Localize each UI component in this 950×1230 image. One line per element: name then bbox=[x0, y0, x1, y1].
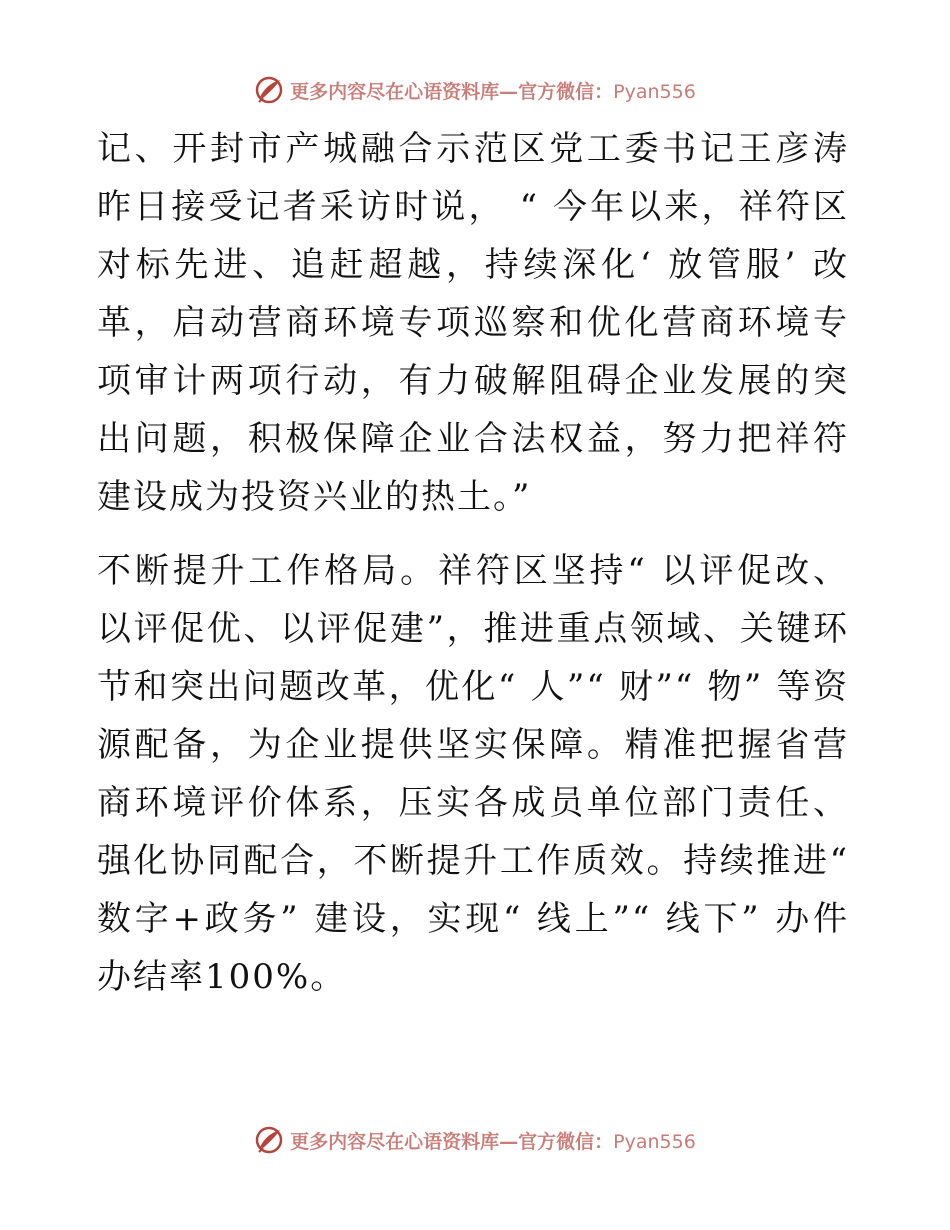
watermark-label: 更多内容尽在心语资料库—官方微信： bbox=[290, 1130, 614, 1153]
header-watermark bbox=[0, 72, 950, 108]
paragraph-2: 不断提升工作格局。祥符区坚持“ 以评促改、以评促优、以评促建”，推进重点领域、关键环节和突出问题改革，优化“ 人”“ 财”“ 物” 等资源配备，为企业提供坚实保障。精准把握省营商环境评价体系，压实各成员单位部门责任、强化协同配合，不断提升工作质效。持续推进“ 数字+政务” 建设，实现“ 线上”“ 线下” 办件办结率100%。 bbox=[97, 551, 849, 997]
watermark-wechat-id: Pyan556 bbox=[613, 1130, 696, 1153]
footer-watermark bbox=[0, 1122, 950, 1158]
watermark-wechat-id: Pyan556 bbox=[613, 80, 696, 103]
document-body bbox=[97, 120, 849, 1006]
watermark-label: 更多内容尽在心语资料库—官方微信： bbox=[290, 80, 614, 103]
watermark-text bbox=[290, 1127, 696, 1154]
paragraph-1: 记、开封市产城融合示范区党工委书记王彦涛昨日接受记者采访时说， “ 今年以来，祥符区对标先进、追赶超越，持续深化‘ 放管服’ 改革，启动营商环境专项巡察和优化营商环境专项审计两项行动，有力破解阻碍企业发展的突出问题，积极保障企业合法权益，努力把祥符建设成为投资兴业的热土。” bbox=[97, 129, 849, 517]
quill-logo-icon bbox=[254, 75, 284, 105]
quill-logo-icon bbox=[254, 1125, 284, 1155]
watermark-text bbox=[290, 77, 696, 104]
